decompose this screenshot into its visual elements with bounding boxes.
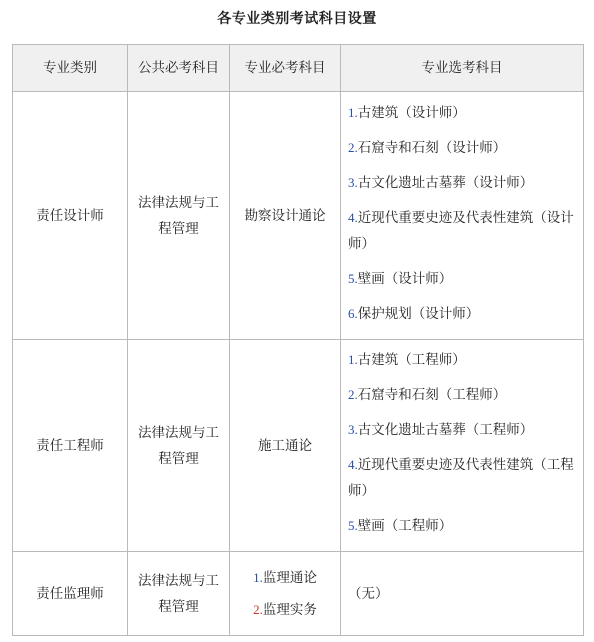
item-number: 5. (348, 518, 358, 533)
public-required-cell: 法律法规与工程管理 (128, 92, 230, 340)
item-text: 古文化遗址古墓葬（工程师） (357, 422, 534, 438)
table-row (13, 92, 584, 340)
table-row (13, 552, 584, 636)
item-number: 6. (348, 305, 358, 321)
item-text: 监理实务 (262, 601, 317, 618)
header-category: 专业类别 (13, 45, 128, 92)
list-item (348, 135, 576, 161)
item-number: 2. (253, 601, 263, 617)
item-text: 古文化遗址古墓葬（设计师） (357, 174, 534, 191)
category-cell: 责任监理师 (13, 552, 128, 636)
exam-subjects-table (12, 44, 584, 636)
item-number: 1. (348, 104, 358, 120)
elective-none-text: （无） (348, 585, 389, 602)
item-text: 监理通论 (262, 569, 317, 586)
item-number: 3. (348, 422, 358, 437)
item-text: 古建筑（设计师） (357, 104, 466, 121)
header-professional-required: 专业必考科目 (230, 45, 341, 92)
item-text: 石窟寺和石刻（设计师） (357, 139, 507, 156)
item-number: 1. (253, 569, 263, 585)
professional-required-cell (230, 552, 341, 636)
header-public-required: 公共必考科目 (128, 45, 230, 92)
elective-list (348, 100, 576, 327)
elective-cell (341, 552, 584, 636)
item-text: 壁画（工程师） (357, 518, 453, 534)
list-item (348, 301, 576, 327)
item-text: 古建筑（工程师） (357, 352, 466, 368)
item-number: 5. (348, 270, 358, 286)
item-text: 保护规划（设计师） (357, 305, 480, 322)
list-item (348, 382, 576, 408)
list-item (348, 513, 576, 539)
professional-required-cell: 施工通论 (230, 340, 341, 552)
table-header-row (13, 45, 584, 92)
category-cell: 责任工程师 (13, 340, 128, 552)
header-professional-elective: 专业选考科目 (341, 45, 584, 92)
list-item (348, 170, 576, 196)
page-title: 各专业类别考试科目设置 (217, 11, 377, 27)
list-item (253, 565, 317, 591)
item-text: 壁画（设计师） (357, 270, 453, 287)
item-number: 3. (348, 174, 358, 190)
required-list (253, 559, 317, 629)
elective-cell (341, 340, 584, 552)
item-text: 石窟寺和石刻（工程师） (357, 387, 507, 403)
item-number: 1. (348, 352, 358, 367)
table-row (13, 340, 584, 552)
elective-list (348, 347, 576, 539)
item-number: 2. (348, 139, 358, 155)
public-required-cell: 法律法规与工程管理 (128, 552, 230, 636)
list-item (348, 266, 576, 292)
item-number: 4. (348, 209, 358, 225)
item-number: 4. (348, 457, 358, 472)
list-item (348, 100, 576, 126)
item-text: 近现代重要史迹及代表性建筑（工程师） (348, 457, 574, 499)
item-number: 2. (348, 387, 358, 402)
list-item (348, 452, 576, 504)
professional-required-cell: 勘察设计通论 (230, 92, 341, 340)
list-item (348, 347, 576, 373)
item-text: 近现代重要史迹及代表性建筑（设计师） (348, 209, 574, 252)
list-item (253, 597, 317, 623)
elective-cell (341, 92, 584, 340)
public-required-cell: 法律法规与工程管理 (128, 340, 230, 552)
list-item (348, 205, 576, 257)
category-cell: 责任设计师 (13, 92, 128, 340)
list-item (348, 417, 576, 443)
